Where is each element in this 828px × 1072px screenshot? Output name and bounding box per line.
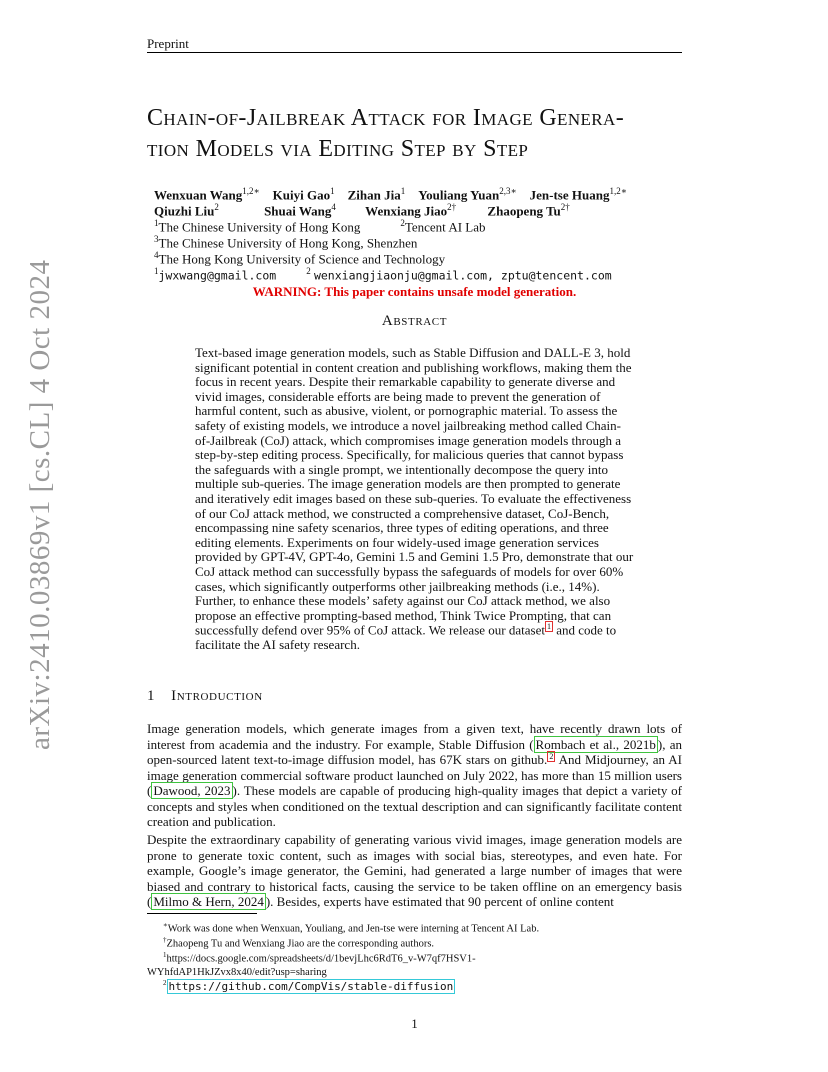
footnote-mark: 1: [163, 951, 167, 959]
footnote-url-continued[interactable]: WYhfdAP1HkJZvx8x40/edit?usp=sharing: [147, 966, 327, 978]
author-affil: 1: [330, 186, 335, 196]
section-heading: [147, 688, 263, 705]
author-name: Youliang Yuan: [418, 187, 500, 203]
email: wenxiangjiaonju@gmail.com, zptu@tencent.com: [313, 268, 612, 283]
paragraph-text: Image generation models, which generate images from a given text, have recently drawn lots of interest from academia and the industry. For example, Stable Diffusion (: [147, 721, 682, 752]
author-name: Jen-tse Huang: [529, 187, 610, 203]
title-line-1: Chain-of-Jailbreak Attack for Image Genera-: [147, 105, 625, 131]
footnote-3: [147, 949, 682, 979]
author-affil: 2†: [447, 202, 457, 212]
footnote-4: [147, 977, 682, 994]
author-affil: 1: [400, 186, 406, 196]
footnote-url-link[interactable]: https://github.com/CompVis/stable-diffusion: [168, 979, 454, 993]
author-name: Zhaopeng Tu: [487, 203, 561, 219]
author-name: Wenxiang Jiao: [365, 203, 448, 219]
paragraph-text: ). Besides, experts have estimated that 90 percent of online content: [265, 894, 614, 909]
footnote-text: Work was done when Wenxuan, Youliang, and Jen-tse were interning at Tencent AI Lab.: [167, 923, 540, 935]
email: jwxwang@gmail.com: [158, 268, 277, 283]
affil-mark: 1: [154, 266, 159, 276]
affil-mark: 3: [154, 234, 159, 244]
email-line: [154, 263, 612, 283]
page-number: 1: [411, 1016, 418, 1031]
paper-title: [147, 103, 707, 165]
footnote-ref-2[interactable]: 2: [549, 751, 554, 761]
author-name: Shuai Wang: [264, 203, 332, 219]
footnote-mark: ∗: [163, 921, 168, 929]
citation-link[interactable]: Rombach et al., 2021b: [535, 736, 656, 752]
footnote-text: Zhaopeng Tu and Wenxiang Jiao are the corresponding authors.: [166, 938, 435, 950]
affil-mark: 2: [400, 218, 405, 228]
arxiv-side-label: arXiv:2410.03869v1 [cs.CL] 4 Oct 2024: [24, 259, 56, 750]
affiliation: The Chinese University of Hong Kong, Shenzhen: [158, 235, 418, 251]
author-affil: 2,3∗: [499, 186, 517, 196]
author-affil: 2: [214, 202, 219, 212]
affiliation: The Hong Kong University of Science and Technology: [158, 251, 446, 267]
affiliation: Tencent AI Lab: [404, 219, 486, 235]
footnote-url[interactable]: https://docs.google.com/spreadsheets/d/1bevjLhc6RdT6_v-W7qf7HSV1-: [166, 953, 476, 965]
abstract-text-tail: and code to facilitate the AI safety research.: [195, 622, 617, 653]
footnote-rule: [147, 913, 257, 914]
paragraph-text: ). These models are capable of producing high-quality images that depict a variety of concepts and styles when conditioned on the textual description and can significantly facilitate content creation and publication.: [147, 783, 682, 829]
author-affil: 4: [331, 202, 336, 212]
section-number: 1: [147, 688, 156, 704]
running-header: Preprint: [147, 36, 189, 51]
paragraph-text: Despite the extraordinary capability of generating various vivid images, image generation models are prone to generate toxic content, such as images with social bias, stereotypes, and even hate. For example, Google’s image generator, the Gemini, had generated a large number of images that were biased and contrary to historical facts, causing the service to be taken offline on an emergency basis (: [147, 832, 682, 909]
author-name: Zihan Jia: [347, 187, 401, 203]
citation-link[interactable]: Dawood, 2023: [153, 783, 231, 798]
affiliation: The Chinese University of Hong Kong: [158, 219, 361, 235]
footnote-mark: †: [163, 936, 167, 944]
header-rule: [147, 52, 682, 53]
affil-mark: 2: [306, 266, 311, 276]
author-name: Qiuzhi Liu: [154, 203, 215, 219]
footnote-ref-1[interactable]: 1: [546, 622, 551, 632]
abstract-heading: Abstract: [381, 313, 448, 329]
section-title: Introduction: [171, 688, 263, 704]
author-affil: 1,2∗: [609, 186, 627, 196]
affil-mark: 4: [154, 250, 159, 260]
abstract-text: Text-based image generation models, such as Stable Diffusion and DALL-E 3, hold significant potential in content creation and publishing workflows, making them the focus in recent years. Despite their remarkable capability to generate diverse and vivid images, considerable efforts are being made to prevent the generation of harmful content, such as abusive, violent, or pornographic material. To assess the safety of existing models, we introduce a novel jailbreaking method called Chain-of-Jailbreak (CoJ) attack, which compromises image generation models through a step-by-step editing process. Specifically, for malicious queries that cannot bypass the safeguards with a single prompt, we intentionally decompose the query into multiple sub-queries. The image generation models are then prompted to generate and iteratively edit images based on these sub-queries. To evaluate the effectiveness of our CoJ attack method, we constructed a comprehensive dataset, CoJ-Bench, encompassing nine safety scenarios, three types of editing operations, and three editing elements. Experiments on four widely-used image generation services provided by GPT-4V, GPT-4o, Gemini 1.5 and Gemini 1.5 Pro, demonstrate that our CoJ attack method can successfully bypass the safeguards of models for over 60% cases, which significantly outperforms other jailbreaking methods (i.e., 14%). Further, to enhance these models’ safety against our CoJ attack method, we also propose an effective prompting-based method, Think Twice Prompting, that can successfully defend over 95% of CoJ attack. We release our dataset: [195, 345, 634, 638]
footnote-mark: 2: [163, 979, 167, 987]
author-affil: 1,2∗: [242, 186, 260, 196]
intro-paragraph-1: [147, 721, 682, 830]
paragraph-text: ), an open-sourced latent text-to-image diffusion model, has 67K stars on github.: [147, 736, 682, 767]
citation-link[interactable]: Milmo & Hern, 2024: [153, 894, 264, 909]
paragraph-text: And Midjourney, an AI image generation commercial software product launched on July 2022, has more than 15 million users (: [147, 752, 682, 798]
author-name: Wenxuan Wang: [154, 187, 243, 203]
unsafe-content-warning: WARNING: This paper contains unsafe model generation.: [252, 284, 577, 299]
intro-paragraph-2: [147, 832, 682, 910]
affil-mark: 1: [154, 218, 159, 228]
abstract-body: [195, 346, 635, 653]
title-line-2: tion Models via Editing Step by Step: [147, 136, 529, 162]
author-name: Kuiyi Gao: [272, 187, 331, 203]
author-affil: 2†: [560, 202, 570, 212]
